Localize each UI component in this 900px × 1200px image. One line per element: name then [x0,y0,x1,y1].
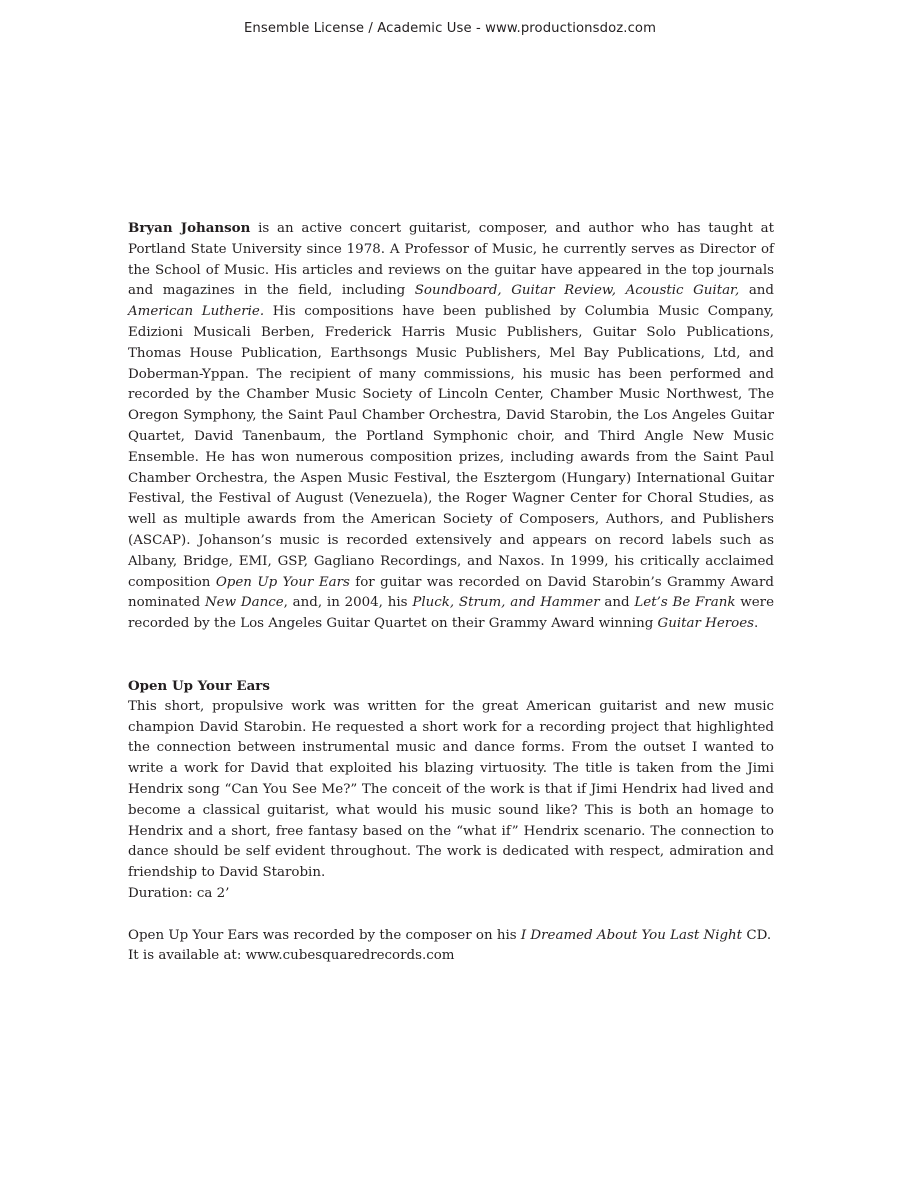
journal-title: American Lutherie. [128,304,265,320]
document-body [128,218,774,967]
work-title: Open Up Your Ears [215,574,350,590]
album-title: New Dance [204,595,284,611]
cd-title: I Dreamed About You Last Night [520,927,743,943]
spacer [128,905,774,926]
album-title: Guitar Heroes [657,616,755,632]
availability-note: It is available at: www.cubesquaredrecords.com [128,948,455,964]
work-title: Pluck, Strum, and Hammer [412,595,600,611]
composer-name: Bryan Johanson [128,220,251,236]
work-heading: Open Up Your Ears [128,677,270,694]
journal-titles: Soundboard, Guitar Review, Acoustic Guitar, [414,283,740,299]
work-title: Let’s Be Frank [634,595,736,611]
work-description: This short, propulsive work was written for the great American guitarist and new music champion David Starobin. He requested a short work for a recording project that highlighted the connection between instrumental music and dance forms. From the outset I wanted to write a work for David that exploited his blazing virtuosity. The title is taken from the Jimi Hendrix song “Can You See Me?” The conceit of the work is that if Jimi Hendrix had lived and become a classical guitarist, what would his music sound like? This is both an homage to Hendrix and a short, free fantasy based on the “what if” Hendrix scenario. The connection to dance should be self evident throughout. The work is dedicated with respect, admiration and friendship to David Starobin. [128,698,774,881]
license-header: Ensemble License / Academic Use - www.productionsdoz.com [243,21,657,36]
recording-note: Open Up Your Ears was recorded by the composer on his I Dreamed About You Last Night CD. [128,927,772,943]
composer-bio: Bryan Johanson is an active concert guitarist, composer, and author who has taught at Portland State University since 1978. A Professor of Music, he currently serves as Director of the School of Music. His articles and reviews on the guitar have appeared in the top journals and magazines in the field, including Soundboard, Guitar Review, Acoustic Guitar, and American Lutherie. His compositions have been published by Columbia Music Company, Edizioni Musicali Berben, Frederick Harris Music Publishers, Guitar Solo Publications, Thomas House Publication, Earthsongs Music Publishers, Mel Bay Publications, Ltd, and Doberman-Yppan. The recipient of many commissions, his music has been performed and recorded by the Chamber Music Society of Lincoln Center, Chamber Music Northwest, The Oregon Symphony, the Saint Paul Chamber Orchestra, David Starobin, the Los Angeles Guitar Quartet, David Tanenbaum, the Portland Symphonic choir, and Third Angle New Music Ensemble. He has won numerous composition prizes, including awards from the Saint Paul Chamber Orchestra, the Aspen Music Festival, the Esztergom (Hungary) International Guitar Festival, the Festival of August (Venezuela), the Roger Wagner Center for Choral Studies, as well as multiple awards from the American Society of Composers, Authors, and Publishers (ASCAP). Johanson’s music is recorded extensively and appears on record labels such as Albany, Bridge, EMI, GSP, Gagliano Recordings, and Naxos. In 1999, his critically acclaimed composition Open Up Your Ears for guitar was recorded on David Starobin’s Grammy Award nominated New Dance, and, in 2004, his Pluck, Strum, and Hammer and Let’s Be Frank were recorded by the Los Angeles Guitar Quartet on their Grammy Award winning Guitar Heroes. [128,220,775,632]
work-duration: Duration: ca 2’ [128,885,230,901]
